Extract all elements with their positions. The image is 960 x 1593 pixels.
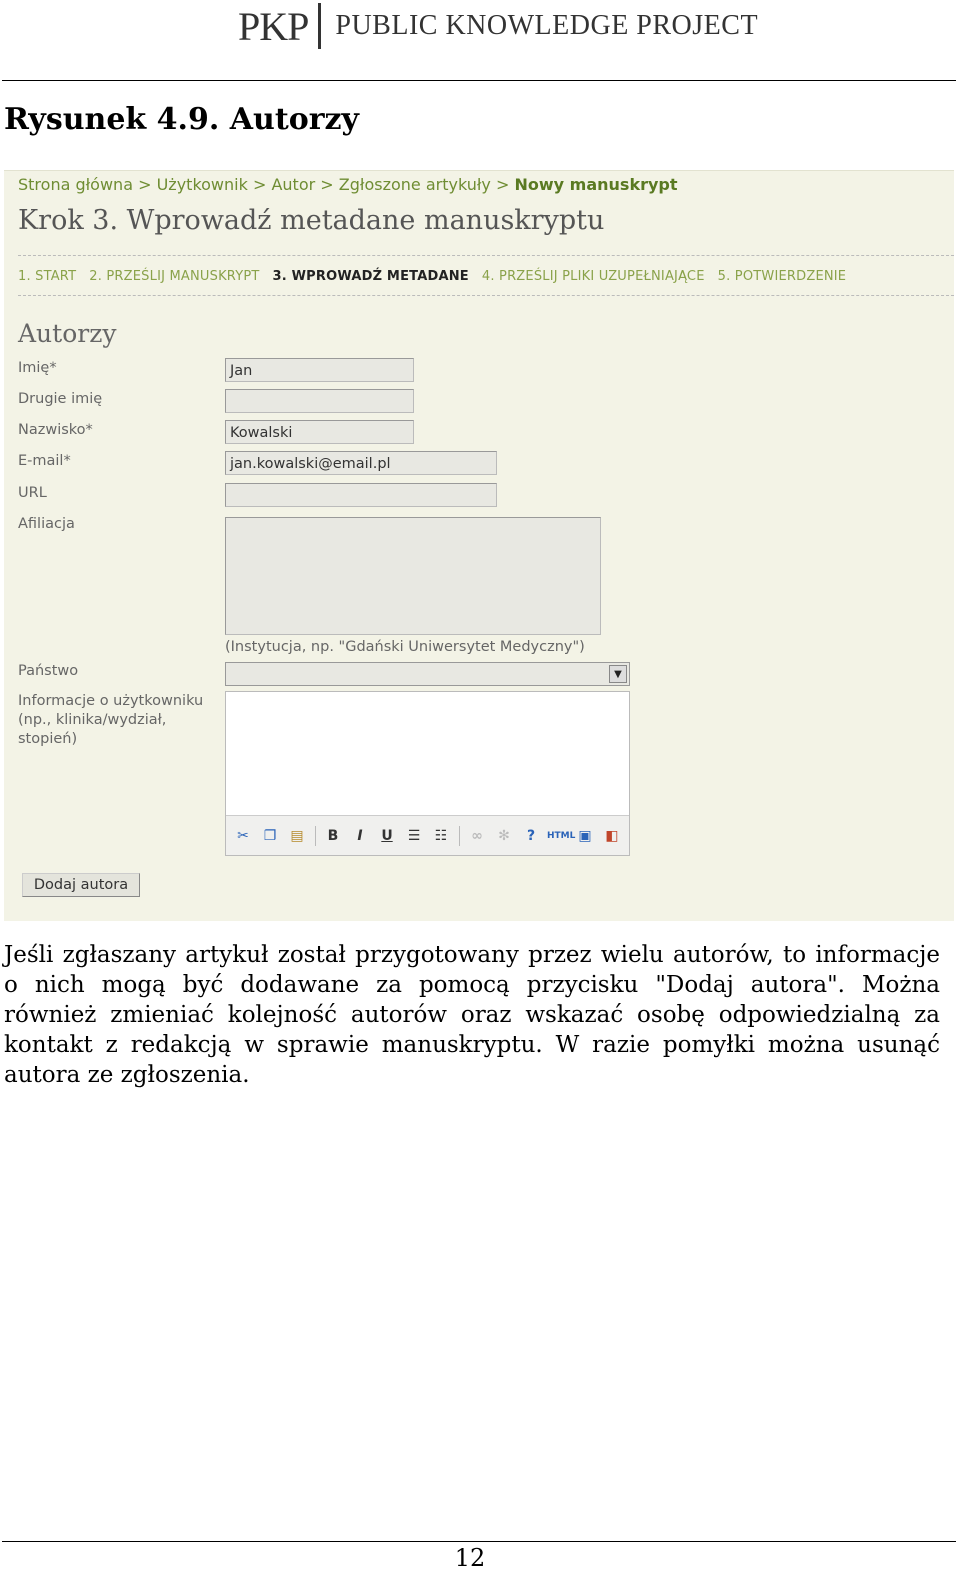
logo-short: PKP (238, 3, 309, 49)
screenshot-panel (4, 170, 954, 921)
email-label: E-mail* (18, 453, 71, 469)
copy-icon[interactable]: ❐ (263, 827, 277, 844)
step-upload[interactable]: 2. PRZEŚLIJ MANUSKRYPT (89, 269, 260, 284)
bio-label: Informacje o użytkowniku (np., klinika/wydział, stopień) (18, 693, 204, 747)
breadcrumb-separator: > (496, 175, 510, 194)
breadcrumb-separator: > (138, 175, 152, 194)
underline-icon[interactable]: U (381, 827, 393, 844)
toolbar-divider (459, 826, 460, 846)
steps-divider-bottom (18, 295, 954, 296)
affiliation-label: Afiliacja (18, 516, 75, 532)
unlink-icon[interactable]: ✻ (498, 827, 510, 844)
last-name-field[interactable]: Kowalski (225, 420, 414, 444)
body-paragraph: Jeśli zgłaszany artykuł został przygotowany przez wielu autorów, to informacje o nich mogą być dodawane za pomocą przycisku "Dodaj autora". Można również zmieniać kolejność autorów oraz wskazać osobę odpowiedzialną za kontakt z redakcją w sprawie manuskryptu. W razie pomyłki można usunąć autora ze zgłoszenia. (4, 942, 940, 1088)
url-label: URL (18, 485, 47, 501)
editor-toolbar (226, 815, 629, 855)
first-name-label: Imię* (18, 360, 57, 376)
cut-icon[interactable]: ✂ (237, 827, 249, 844)
section-title: Autorzy (18, 319, 117, 348)
breadcrumb (18, 175, 678, 194)
breadcrumb-current[interactable]: Nowy manuskrypt (514, 175, 678, 194)
affiliation-hint: (Instytucja, np. "Gdański Uniwersytet Medyczny") (225, 639, 585, 655)
breadcrumb-home[interactable]: Strona główna (18, 175, 133, 194)
link-icon[interactable]: ∞ (471, 827, 483, 844)
country-select[interactable] (225, 662, 630, 686)
affiliation-textarea[interactable] (225, 517, 601, 635)
breadcrumb-separator: > (252, 175, 267, 194)
image-icon[interactable]: ◧ (605, 827, 619, 844)
help-icon[interactable]: ? (526, 827, 536, 844)
email-field[interactable]: jan.kowalski@email.pl (225, 451, 497, 475)
step-start[interactable]: 1. START (18, 269, 77, 284)
steps-nav (18, 269, 846, 284)
breadcrumb-user[interactable]: Użytkownik (156, 175, 248, 194)
logo-name: PUBLIC KNOWLEDGE PROJECT (335, 10, 759, 41)
first-name-field[interactable]: Jan (225, 358, 414, 382)
middle-name-field[interactable] (225, 389, 414, 413)
add-author-button[interactable]: Dodaj autora (22, 873, 140, 897)
italic-icon[interactable]: I (357, 827, 363, 844)
chevron-down-icon[interactable]: ▼ (609, 665, 627, 683)
breadcrumb-separator: > (320, 175, 334, 194)
step-confirm: 5. POTWIERDZENIE (717, 269, 847, 284)
header-rule (2, 80, 956, 81)
bio-editor[interactable] (225, 691, 630, 856)
page-title: Krok 3. Wprowadź metadane manuskryptu (18, 205, 605, 236)
html-icon[interactable]: HTML (547, 830, 576, 841)
numbered-list-icon[interactable]: ☷ (434, 827, 448, 844)
bullet-list-icon[interactable]: ☰ (407, 827, 421, 844)
country-label: Państwo (18, 663, 79, 679)
breadcrumb-author[interactable]: Autor (271, 175, 316, 194)
steps-divider-top (18, 255, 954, 256)
page-number: 12 (454, 1544, 486, 1572)
footer-rule (2, 1541, 956, 1542)
step-supplementary: 4. PRZEŚLIJ PLIKI UZUPEŁNIAJĄCE (481, 269, 705, 284)
breadcrumb-submissions[interactable]: Zgłoszone artykuły (338, 175, 491, 194)
logo-divider (318, 3, 321, 49)
toolbar-divider (315, 826, 316, 846)
figure-caption: Rysunek 4.9. Autorzy (4, 102, 359, 137)
url-field[interactable] (225, 483, 497, 507)
pkp-logo (238, 0, 758, 52)
bold-icon[interactable]: B (327, 827, 339, 844)
last-name-label: Nazwisko* (18, 422, 93, 438)
paste-icon[interactable]: ▤ (290, 827, 304, 844)
step-metadata: 3. WPROWADŹ METADANE (272, 269, 469, 284)
middle-name-label: Drugie imię (18, 391, 103, 407)
fullscreen-icon[interactable]: ▣ (578, 827, 592, 844)
